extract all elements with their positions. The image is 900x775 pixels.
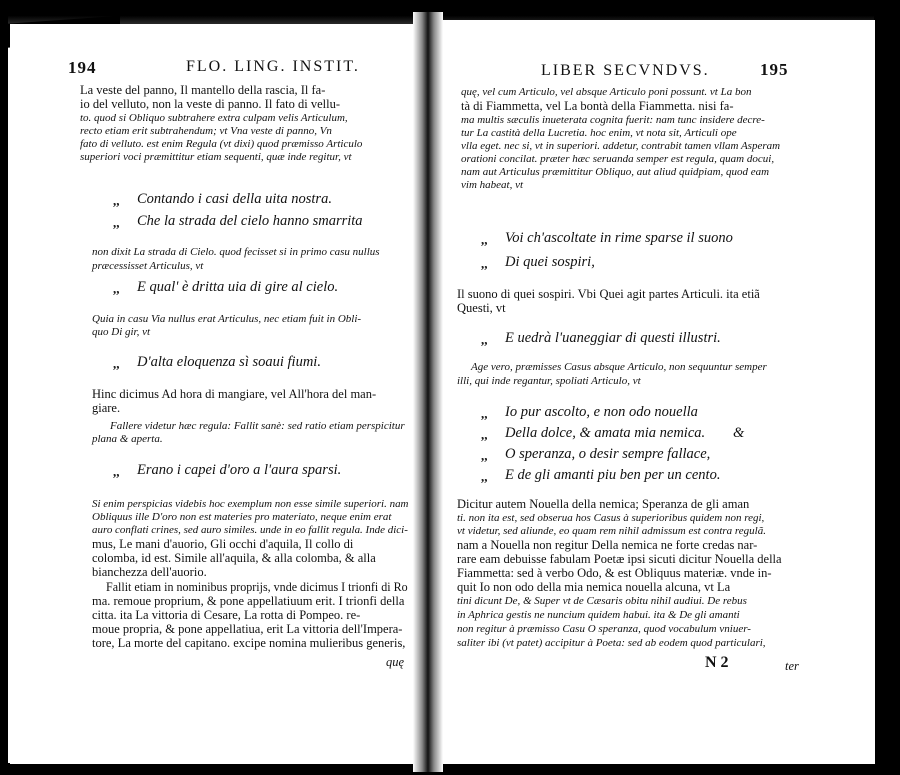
text-line: recto etiam erit subtrahendum; vt Vna veste di panno, Vn [80, 125, 332, 137]
text-line: tà di Fiammetta, vel La bontà della Fiammetta. nisi fa- [461, 99, 734, 113]
text-line: vim habeat, vt [461, 179, 524, 191]
scan-border-right [874, 0, 900, 775]
quote-mark: ,, [481, 448, 488, 463]
text-line: non dixit La strada di Cielo. quod fecisset si in primo casu nullus [92, 246, 380, 258]
left-page-number: 194 [68, 58, 97, 77]
text-line: non regitur à præmisso Casu O speranza, quod vocabulum vniuer- [457, 623, 751, 635]
catchword: quę [386, 655, 405, 669]
text-line: giare. [92, 401, 121, 415]
text-line: Si enim perspicias videbis hoc exemplum non esse simile superiori. nam [92, 498, 409, 510]
text-line: mus, Le mani d'auorio, Gli occhi d'aquila, Il collo di [92, 537, 354, 551]
quote-mark: ,, [481, 256, 488, 271]
text-line: in Aphrica gestis ne nuncium quidem habui. ita & De gli amanti [457, 609, 740, 621]
text-line: Fallit etiam in nominibus proprijs, vnde dicimus I trionfi di Ro [106, 580, 408, 594]
signature-mark: N 2 [705, 654, 729, 671]
text-line: Fiammetta: sed à verbo Odo, & est Obliquus materiæ. vnde in- [457, 566, 772, 580]
text-line: vt videtur, sed aliunde, eo quam rem nihil admissum est contra regulã. [457, 525, 766, 537]
text-line: tini dicunt De, & Super vt de Cæsaris obitu nihil audiui. De rebus [457, 595, 747, 607]
quote-mark: ,, [481, 332, 488, 347]
text-line: quę, vel cum Articulo, vel absque Articulo poni possunt. vt La bon [461, 86, 752, 98]
text-line: vlla eget. nec si, vt in superiori. addetur, contrabit tamen vllam Asperam [461, 140, 781, 152]
text-line: ma multis sæculis inueterata cognita fuerit: nam tunc insidere decre- [461, 114, 765, 126]
text-line: ti. non ita est, sed obserua hos Casus à superioribus quidem non regi, [457, 512, 765, 524]
verse-line: Di quei sospiri, [505, 254, 595, 270]
right-page-number: 195 [760, 60, 789, 79]
text-line: citta. ita La vittoria di Cesare, La rotta di Pompeo. re- [92, 608, 361, 622]
quote-mark: ,, [113, 281, 120, 296]
verse-line: Voi ch'ascoltate in rime sparse il suono [505, 230, 733, 246]
text-line: La veste del panno, Il mantello della rascia, Il fa- [80, 83, 326, 97]
quote-mark: ,, [481, 232, 488, 247]
text-line: quo Di gir, vt [92, 326, 151, 338]
text-line: io del velluto, non la veste di panno. Il fato di vellu- [80, 97, 341, 111]
text-line: Dicitur autem Nouella della nemica; Speranza de gli aman [457, 497, 750, 511]
text-line: rare eam debuisse fabulam Poetæ ipsi sicuti dicitur Nouella della [457, 552, 782, 566]
text-line: plana & aperta. [92, 433, 163, 445]
catchword: ter [785, 659, 799, 673]
text-line: ma. remoue proprium, & pone appellatiuum erit. I trionfi della [92, 594, 405, 608]
scan-border-bottom [0, 763, 900, 775]
text-line: Age vero, præmisses Casus absque Articulo, non sequuntur semper [471, 361, 767, 373]
text-line: nam a Nouella non regitur Della nemica ne forte credas nar- [457, 538, 758, 552]
text-line: fato di velluto. est enim Regula (vt dixi) quod præmisso Articulo [80, 138, 363, 150]
quote-mark: ,, [481, 406, 488, 421]
verse-line: E de gli amanti piu ben per un cento. [505, 467, 721, 483]
quote-mark: ,, [113, 215, 120, 230]
quote-mark: ,, [481, 427, 488, 442]
text-line: Il suono di quei sospiri. Vbi Quei agit partes Articuli. ita etiã [457, 287, 760, 301]
text-line: Hinc dicimus Ad hora di mangiare, vel All'hora del man- [92, 387, 377, 401]
text-line: moue propria, & pone appellatiua, erit La vittoria dell'Impera- [92, 622, 403, 636]
book-gutter [413, 12, 443, 772]
right-page [443, 20, 875, 764]
verse-line: E qual' è dritta uia di gire al cielo. [137, 279, 339, 295]
text-line: tur La castità della Lucretia. hoc enim, vt nota sit, Articuli ope [461, 127, 737, 139]
text-line: colomba, id est. Simile all'aquila, & alla colomba, & alla [92, 551, 376, 565]
quote-mark: ,, [113, 356, 120, 371]
verse-ampersand: & [733, 425, 745, 441]
text-line: auro conflati crines, sed auro similes. unde in eo fallit regula. Inde dici- [92, 524, 408, 536]
left-page [10, 24, 414, 764]
right-running-title: LIBER SECVNDVS. [541, 62, 710, 79]
verse-line: Che la strada del cielo hanno smarrita [137, 213, 363, 229]
text-line: orationi concilat. præter hæc seruanda semper est regula, quam docui, [461, 153, 775, 165]
text-line: Questi, vt [457, 301, 506, 315]
verse-line: Contando i casi della uita nostra. [137, 191, 332, 207]
text-line: illi, qui inde regantur, spoliati Articulo, vt [457, 375, 641, 387]
text-line: nam aut Articulus præmittitur Obliquo, aut aliud quidpiam, quod eam [461, 166, 770, 178]
scan-border-left [0, 0, 8, 775]
text-line: Obliquus ille D'oro non est materies pro materiato, neque enim erat [92, 511, 392, 523]
text-line: præcessisset Articulus, vt [92, 260, 204, 272]
verse-line: D'alta eloquenza sì soaui fiumi. [137, 354, 321, 370]
text-line: saliter ibi (vt patet) accipitur à Poeta: sed ab eodem quod particulari, [457, 637, 766, 649]
text-line: Quia in casu Via nullus erat Articulus, nec etiam fuit in Obli- [92, 313, 362, 325]
verse-line: E uedrà l'uaneggiar di questi illustri. [505, 330, 721, 346]
verse-line: O speranza, o desir sempre fallace, [505, 446, 711, 462]
verse-line: Della dolce, & amata mia nemica. [505, 425, 706, 441]
text-line: bianchezza dell'auorio. [92, 565, 207, 579]
text-line: tore, La morte del capitano. excipe nomina mulieribus generis, [92, 636, 406, 650]
quote-mark: ,, [481, 469, 488, 484]
verse-line: Io pur ascolto, e non odo nouella [505, 404, 698, 420]
text-line: superiori voci præmittitur etiam sequenti, quæ inde regitur, vt [80, 151, 352, 163]
verse-line: Erano i capei d'oro a l'aura sparsi. [137, 462, 342, 478]
text-line: Fallere videtur hæc regula: Fallit sanè: sed ratio etiam perspicitur [110, 420, 405, 432]
quote-mark: ,, [113, 193, 120, 208]
text-line: to. quod si Obliquo subtrahere extra culpam velis Articulum, [80, 112, 348, 124]
left-running-title: FLO. LING. INSTIT. [186, 58, 360, 75]
text-line: quit Io non odo della mia nemica nouella alcuna, vt La [457, 580, 731, 594]
quote-mark: ,, [113, 464, 120, 479]
